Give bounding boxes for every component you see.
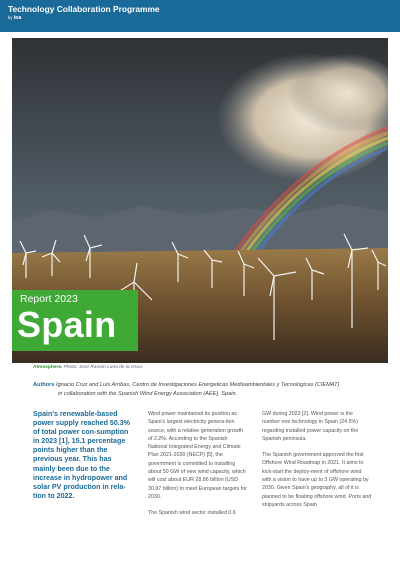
intro-column — [33, 410, 130, 509]
authors-names: Ignacio Cruz and Luis Arribas, Centro de Investigaciones Energeticas Medioambientales y Tecnologicas (CIEMAT) — [56, 382, 340, 388]
org-logo: iea — [13, 15, 22, 21]
authors-label: Authors — [33, 382, 55, 388]
report-label: Report 2023 — [20, 293, 78, 305]
body-column-2 — [148, 410, 248, 526]
caption-credit: Photo: José Ramón Luna de la Ossa — [63, 365, 143, 370]
body-column-3 — [262, 410, 372, 517]
by-prefix: by — [8, 15, 13, 20]
report-title-block — [12, 290, 138, 351]
country-title: Spain — [17, 304, 117, 345]
authors-block — [33, 381, 388, 398]
body-paragraph: The Spanish wind sector installed 0.6 — [148, 510, 236, 517]
photo-caption — [33, 365, 142, 370]
body-paragraph: The Spanish government approved the first Offshore Wind Roadmap in 2021. It aims to kick-start the deploy-ment of offshore wind with a vision to have up to 3 GW operating by 2030. Given Spain's geography, all of it is planned to be floating offshore wind. Ports and shipyards across Spain — [262, 452, 372, 508]
body-paragraph: GW during 2023 [2]. Wind power is the number one technology in Spain (24.5%) regarding installed power capacity on the Spanish peninsula. — [262, 411, 359, 442]
programme-title: Technology Collaboration Programme — [8, 4, 160, 14]
authors-collaboration: in collaboration with the Spanish Wind Energy Association (AEE), Spain. — [58, 390, 238, 397]
header-bar — [0, 0, 400, 32]
body-paragraph: Wind power maintained its position as Spain's largest electricity genera-tion source, with a relative generation growth of 2.2%. According to the Spanish National Integrated Energy and Climate Plan 2021-2030 (NECP) [5], the government is committed to installing about 50 GW of new wind capacity, which will cost about EUR 28.86 billion (USD 30.97 billion) to meet European targets for 2030. — [148, 411, 247, 500]
intro-paragraph: Spain's renewable-based power supply reached 50.3% of total power con-sumption in 2023 [1], 15.1 percentage points higher than the previous year. This has mainly been due to the increase in hydropower and solar PV production in rela-tion to 2022. — [33, 410, 130, 500]
caption-title: Atmosphere. — [33, 365, 63, 370]
org-byline — [8, 15, 21, 21]
